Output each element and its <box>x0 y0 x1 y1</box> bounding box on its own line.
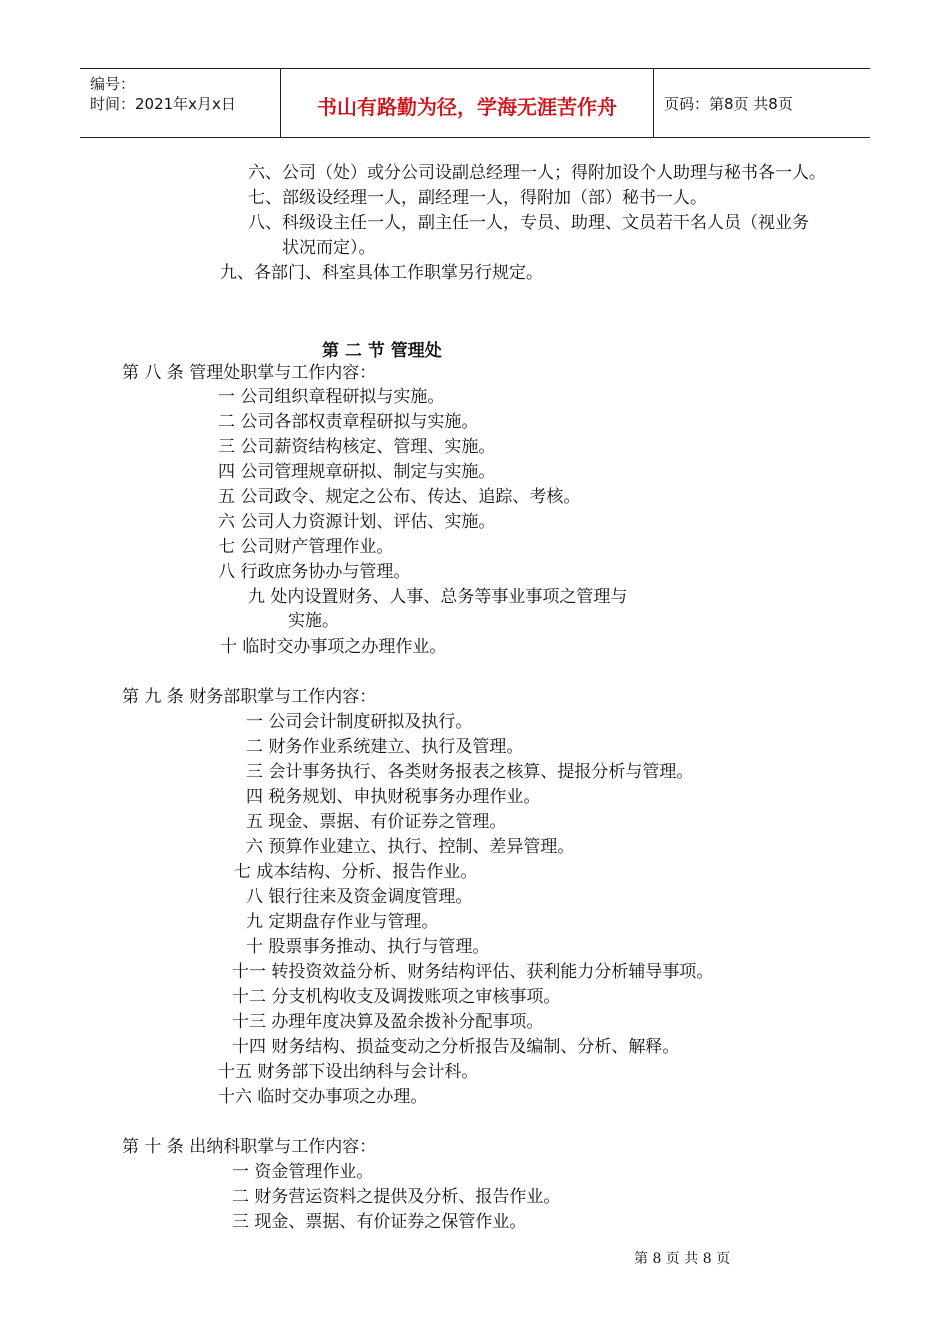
intro-line: 七、部级设经理一人，副经理一人，得附加（部）秘书一人。 <box>248 188 707 208</box>
header-page-number: 页码：第8页 共8页 <box>664 95 793 113</box>
header-page-cell <box>654 69 870 137</box>
document-number: 编号： <box>90 75 136 93</box>
list-item: 三 公司薪资结构核定、管理、实施。 <box>218 437 496 457</box>
list-item: 二 财务作业系统建立、执行及管理。 <box>246 737 524 757</box>
list-item: 十 股票事务推动、执行与管理。 <box>246 937 490 957</box>
intro-line: 状况而定）。 <box>282 238 376 258</box>
article-heading: 第 八 条 管理处职掌与工作内容： <box>122 363 377 383</box>
list-item: 十四 财务结构、损益变动之分析报告及编制、分析、解释。 <box>232 1037 680 1057</box>
intro-line: 九、各部门、科室具体工作职掌另行规定。 <box>220 263 543 283</box>
list-item: 四 税务规划、申执财税事务办理作业。 <box>246 787 541 807</box>
intro-line: 八、科级设主任一人，副主任一人，专员、助理、文员若干名人员（视业务 <box>248 213 809 233</box>
list-item: 五 现金、票据、有价证券之管理。 <box>246 812 507 832</box>
list-item: 三 现金、票据、有价证券之保管作业。 <box>232 1212 527 1232</box>
section-title: 第 二 节 管理处 <box>322 341 442 361</box>
list-item: 九 处内设置财务、人事、总务等事业事项之管理与 <box>248 587 628 607</box>
article-heading: 第 九 条 财务部职掌与工作内容： <box>122 687 377 707</box>
list-item: 十 临时交办事项之办理作业。 <box>220 637 447 657</box>
list-item: 一 公司组织章程研拟与实施。 <box>218 387 445 407</box>
list-item: 十五 财务部下设出纳科与会计科。 <box>218 1062 479 1082</box>
list-item: 六 公司人力资源计划、评估、实施。 <box>218 512 496 532</box>
header-motto-cell <box>281 69 654 137</box>
list-item: 八 银行往来及资金调度管理。 <box>246 887 473 907</box>
list-item: 二 公司各部权责章程研拟与实施。 <box>218 412 479 432</box>
document-time: 时间：2021年x月x日 <box>90 95 236 113</box>
article-heading: 第 十 条 出纳科职掌与工作内容： <box>122 1137 377 1157</box>
list-item: 十六 临时交办事项之办理。 <box>218 1087 428 1107</box>
page-footer: 第 8 页 共 8 页 <box>634 1251 731 1267</box>
list-item: 十一 转投资效益分析、财务结构评估、获利能力分析辅导事项。 <box>232 962 714 982</box>
list-item: 实施。 <box>288 611 339 631</box>
list-item: 九 定期盘存作业与管理。 <box>246 912 439 932</box>
list-item: 七 成本结构、分析、报告作业。 <box>234 862 478 882</box>
list-item: 二 财务营运资料之提供及分析、报告作业。 <box>232 1187 561 1207</box>
list-item: 七 公司财产管理作业。 <box>218 537 394 557</box>
list-item: 四 公司管理规章研拟、制定与实施。 <box>218 462 496 482</box>
list-item: 三 会计事务执行、各类财务报表之核算、提报分析与管理。 <box>246 762 694 782</box>
header-motto: 书山有路勤为径，学海无涯苦作舟 <box>317 95 617 119</box>
list-item: 一 资金管理作业。 <box>232 1162 374 1182</box>
list-item: 六 预算作业建立、执行、控制、差异管理。 <box>246 837 575 857</box>
list-item: 十三 办理年度决算及盈余拨补分配事项。 <box>232 1012 544 1032</box>
intro-line: 六、公司（处）或分公司设副总经理一人；得附加设个人助理与秘书各一人。 <box>248 163 826 183</box>
header-info-cell <box>80 69 281 137</box>
page-header <box>80 68 870 138</box>
list-item: 八 行政庶务协办与管理。 <box>218 562 411 582</box>
list-item: 五 公司政令、规定之公布、传达、追踪、考核。 <box>218 487 581 507</box>
list-item: 一 公司会计制度研拟及执行。 <box>246 712 473 732</box>
list-item: 十二 分支机构收支及调拨账项之审核事项。 <box>232 987 561 1007</box>
